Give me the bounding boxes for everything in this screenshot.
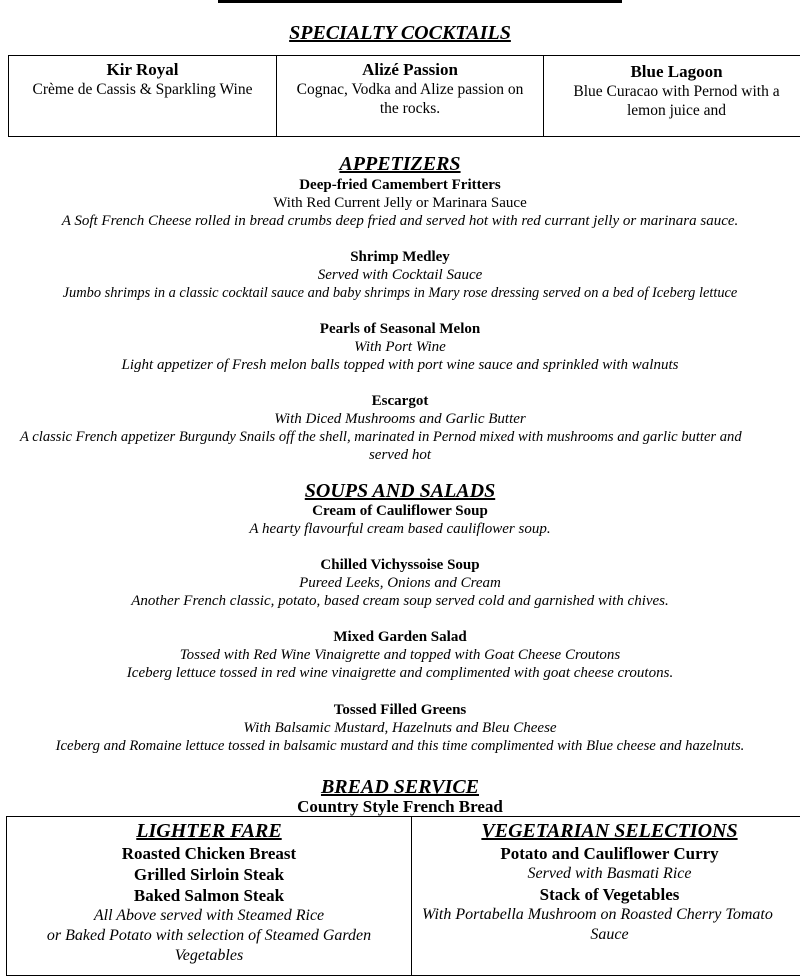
lighter-fare-item: Baked Salmon Steak <box>133 886 285 905</box>
appetizer-escargot <box>0 392 800 464</box>
vegetarian-item-sub: With Portabella Mushroom on Roasted Cherry Tomato <box>422 906 773 923</box>
cocktail-name: Kir Royal <box>106 60 179 79</box>
cocktail-cell-alize-passion <box>276 56 543 136</box>
item-sub: With Diced Mushrooms and Garlic Butter <box>274 411 526 427</box>
bread-service-heading: BREAD SERVICE <box>320 776 480 798</box>
vegetarian-item: Stack of Vegetables <box>539 885 680 904</box>
item-name: Chilled Vichyssoise Soup <box>320 557 480 573</box>
item-desc: A Soft French Cheese rolled in bread crumbs deep fried and served hot with red currant jelly or marinara sauce. <box>61 213 739 229</box>
lighter-fare-note: or Baked Potato with selection of Steamed Garden <box>46 927 372 944</box>
item-name: Pearls of Seasonal Melon <box>319 321 481 337</box>
lighter-fare-heading: LIGHTER FARE <box>136 820 282 842</box>
vegetarian-column <box>411 817 800 975</box>
item-desc: Jumbo shrimps in a classic cocktail sauce and baby shrimps in Mary rose dressing served on a bed of Iceberg lettuce <box>62 285 738 301</box>
item-name: Mixed Garden Salad <box>333 629 467 645</box>
cocktail-desc: Cognac, Vodka and Alize passion on the rocks. <box>296 81 524 117</box>
appetizers-heading: APPETIZERS <box>339 153 461 175</box>
lighter-fare-note: Vegetables <box>174 947 244 964</box>
lighter-fare-note: All Above served with Steamed Rice <box>93 907 325 924</box>
cocktail-desc: Blue Curacao with Pernod with a lemon juice and <box>573 83 780 119</box>
soups-salads-heading: SOUPS AND SALADS <box>304 480 496 502</box>
cocktail-name: Blue Lagoon <box>630 62 723 81</box>
item-name: Tossed Filled Greens <box>333 702 467 718</box>
lighter-fare-item: Grilled Sirloin Steak <box>133 865 285 884</box>
item-name: Shrimp Medley <box>350 249 450 265</box>
item-sub: With Red Current Jelly or Marinara Sauce <box>273 195 527 211</box>
item-desc-wrap <box>0 428 800 446</box>
appetizer-shrimp-medley <box>0 248 800 302</box>
vegetarian-item-sub: Served with Basmati Rice <box>527 865 692 882</box>
salad-mixed-garden <box>0 628 800 682</box>
item-desc: Light appetizer of Fresh melon balls topped with port wine sauce and sprinkled with walnuts <box>121 357 679 373</box>
bread-item: Country Style French Bread <box>297 797 503 816</box>
lighter-fare-column <box>7 817 411 975</box>
item-sub: Tossed with Red Wine Vinaigrette and topped with Goat Cheese Croutons <box>179 647 621 663</box>
lighter-fare-item: Roasted Chicken Breast <box>121 844 297 863</box>
vegetarian-heading: VEGETARIAN SELECTIONS <box>481 820 738 842</box>
item-name: Escargot <box>371 393 429 409</box>
entrees-table <box>6 816 800 976</box>
cocktail-desc: Crème de Cassis & Sparkling Wine <box>32 81 253 98</box>
cocktail-cell-blue-lagoon <box>543 56 800 136</box>
top-rule <box>218 0 622 3</box>
cocktail-cell-kir-royal <box>9 56 276 136</box>
appetizer-camembert <box>0 176 800 230</box>
soup-vichyssoise <box>0 556 800 610</box>
item-sub: With Balsamic Mustard, Hazelnuts and Bleu Cheese <box>243 720 557 736</box>
item-desc: Iceberg and Romaine lettuce tossed in balsamic mustard and this time complimented with Blue cheese and hazelnuts. <box>55 738 745 754</box>
item-name: Deep-fried Camembert Fritters <box>299 177 501 193</box>
soup-cauliflower <box>0 502 800 538</box>
item-desc: A classic French appetizer Burgundy Snails off the shell, marinated in Pernod mixed with mushrooms and garlic butter and <box>20 429 742 445</box>
vegetarian-item-sub-cont: Sauce <box>590 926 629 943</box>
cocktail-name: Alizé Passion <box>362 60 458 79</box>
vegetarian-item: Potato and Cauliflower Curry <box>500 844 719 863</box>
item-sub: Pureed Leeks, Onions and Cream <box>299 575 501 591</box>
item-desc: A hearty flavourful cream based cauliflower soup. <box>249 521 551 537</box>
item-sub: With Port Wine <box>354 339 446 355</box>
specialty-cocktails-heading: SPECIALTY COCKTAILS <box>289 22 511 44</box>
item-desc: Iceberg lettuce tossed in red wine vinaigrette and complimented with goat cheese croutons. <box>126 665 674 681</box>
item-sub: Served with Cocktail Sauce <box>317 267 483 283</box>
cocktails-table <box>8 55 800 137</box>
item-name: Cream of Cauliflower Soup <box>312 503 488 519</box>
item-desc-cont: served hot <box>368 447 432 463</box>
appetizer-melon <box>0 320 800 374</box>
salad-tossed-greens <box>0 701 800 755</box>
item-desc: Another French classic, potato, based cream soup served cold and garnished with chives. <box>131 593 669 609</box>
